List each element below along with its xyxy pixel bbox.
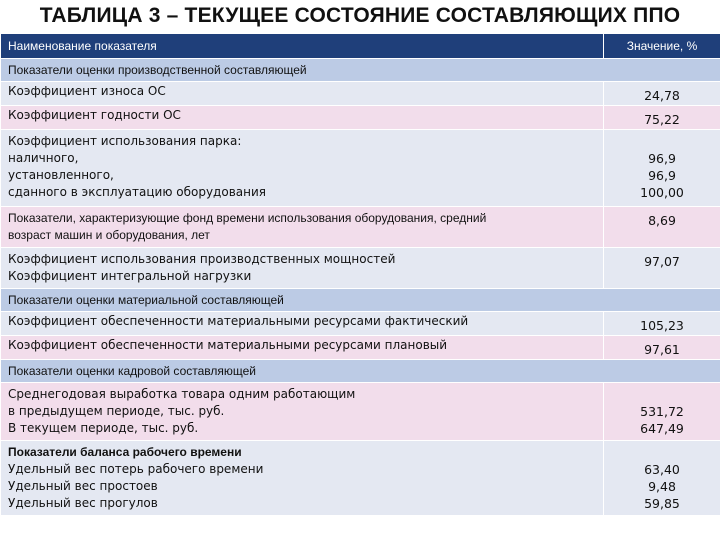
row-line: Удельный вес потерь рабочего времени [8, 462, 264, 476]
row-line: Удельный вес прогулов [8, 496, 158, 510]
row-value-line: 531,72 [640, 404, 684, 419]
row-value: 75,22 [604, 106, 720, 130]
row-label: Коэффициент износа ОС [1, 82, 604, 106]
row-line: в предыдущем периоде, тыс. руб. [8, 404, 225, 418]
row-value-line: 63,40 [644, 462, 680, 477]
row-line: В текущем периоде, тыс. руб. [8, 421, 199, 435]
row-label [1, 248, 604, 289]
table-row [1, 248, 720, 289]
header-name: Наименование показателя [1, 34, 604, 59]
row-value [604, 130, 720, 207]
section-material [1, 289, 720, 312]
row-value: 24,78 [604, 82, 720, 106]
row-label [1, 130, 604, 207]
row-line: Показатели баланса рабочего времени [8, 445, 242, 459]
section-label: Показатели оценки кадровой составляющей [1, 360, 720, 383]
table-row [1, 130, 720, 207]
row-label [1, 441, 604, 516]
row-line: Среднегодовая выработка товара одним работающим [8, 387, 356, 401]
row-line: Показатели, характеризующие фонд времени использования оборудования, средний [8, 211, 487, 225]
table-row [1, 336, 720, 360]
section-production [1, 59, 720, 82]
row-line: наличного, [8, 151, 79, 165]
table-row [1, 312, 720, 336]
table-header-row [1, 34, 720, 59]
row-value [604, 441, 720, 516]
row-line: Коэффициент интегральной нагрузки [8, 269, 252, 283]
row-value-line: 9,48 [648, 479, 676, 494]
row-value-line: 100,00 [640, 185, 684, 200]
row-value: 8,69 [604, 207, 720, 248]
row-line: установленного, [8, 168, 114, 182]
row-value-line: 96,9 [648, 168, 676, 183]
table-row [1, 82, 720, 106]
section-personnel [1, 360, 720, 383]
section-label: Показатели оценки производственной составляющей [1, 59, 720, 82]
row-value-line: 59,85 [644, 496, 680, 511]
row-line: возраст машин и оборудования, лет [8, 228, 210, 242]
row-value-line: 647,49 [640, 421, 684, 436]
state-table [0, 33, 720, 516]
row-value: 97,07 [604, 248, 720, 289]
row-label: Коэффициент годности ОС [1, 106, 604, 130]
row-line: Коэффициент использования производственных мощностей [8, 252, 396, 266]
table-row [1, 383, 720, 441]
row-label [1, 383, 604, 441]
row-value: 105,23 [604, 312, 720, 336]
row-value: 97,61 [604, 336, 720, 360]
section-label: Показатели оценки материальной составляющей [1, 289, 720, 312]
row-line: сданного в эксплуатацию оборудования [8, 185, 266, 199]
table-row [1, 106, 720, 130]
table-row [1, 441, 720, 516]
header-value: Значение, % [604, 34, 720, 59]
row-line: Коэффициент использования парка: [8, 134, 242, 148]
row-label: Коэффициент обеспеченности материальными ресурсами плановый [1, 336, 604, 360]
row-value-line: 96,9 [648, 151, 676, 166]
row-value [604, 383, 720, 441]
row-line: Удельный вес простоев [8, 479, 158, 493]
row-label: Коэффициент обеспеченности материальными ресурсами фактический [1, 312, 604, 336]
table-title: ТАБЛИЦА 3 – ТЕКУЩЕЕ СОСТОЯНИЕ СОСТАВЛЯЮЩИХ ППО [39, 4, 681, 27]
table-row [1, 207, 720, 248]
row-label [1, 207, 604, 248]
